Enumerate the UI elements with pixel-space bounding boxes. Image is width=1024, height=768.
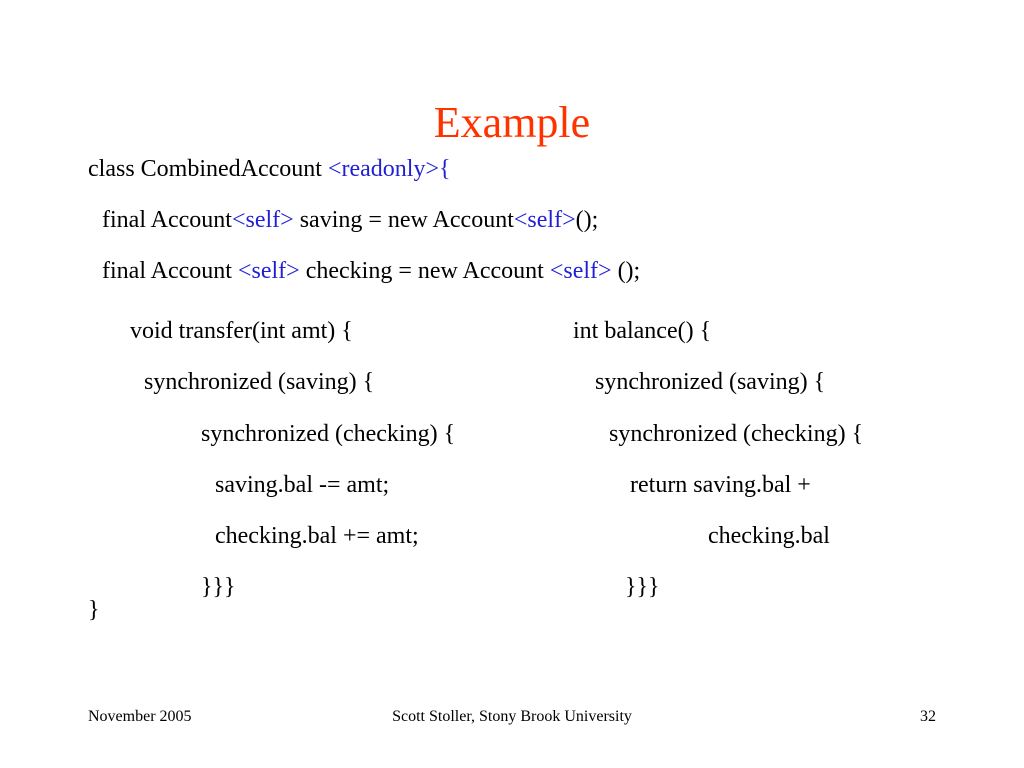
code-line: void transfer(int amt) { [130,318,353,344]
self-annotation: <self> [237,258,300,284]
class-declaration-text: class CombinedAccount [88,156,328,182]
class-declaration [88,154,451,184]
footer-page-number: 32 [920,708,936,725]
saving-field-text: saving = new Account [293,207,514,233]
class-close-brace: } [88,597,100,623]
checking-field-text: (); [611,258,641,284]
code-line: synchronized (saving) { [595,369,826,395]
code-line: }}} [625,574,660,600]
code-line: int balance() { [573,318,712,344]
slide-title: Example [433,98,591,147]
checking-field-text: final Account [102,258,238,284]
self-annotation: <self> [513,207,576,233]
footer-author: Scott Stoller, Stony Brook University [392,708,632,725]
footer-date: November 2005 [88,708,192,725]
code-line: }}} [201,574,236,600]
code-line: checking.bal += amt; [215,523,419,549]
code-line: saving.bal -= amt; [215,472,390,498]
checking-field-declaration [102,256,640,286]
code-line: synchronized (checking) { [609,421,864,447]
saving-field-text: (); [575,207,599,233]
code-line: checking.bal [708,523,830,549]
saving-field-text: final Account [102,207,232,233]
saving-field-declaration [102,205,598,235]
readonly-annotation: <readonly>{ [327,156,451,182]
self-annotation: <self> [549,258,612,284]
code-line: synchronized (checking) { [201,421,456,447]
code-line: synchronized (saving) { [144,369,375,395]
checking-field-text: checking = new Account [299,258,550,284]
code-line: return saving.bal + [630,472,811,498]
self-annotation: <self> [231,207,294,233]
